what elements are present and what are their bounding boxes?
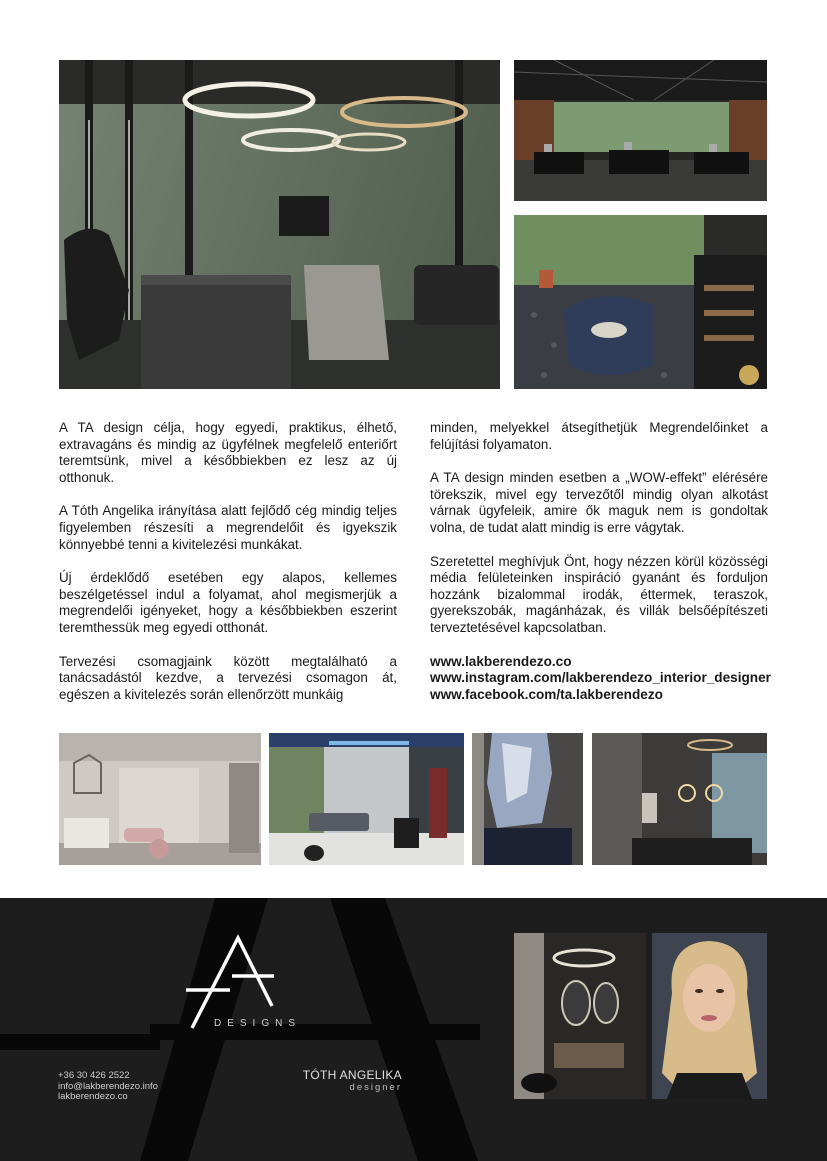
facebook-link[interactable]: www.facebook.com/ta.lakberendezo <box>430 686 663 702</box>
instagram-link[interactable]: www.instagram.com/lakberendezo_interior_designer <box>430 670 771 686</box>
article-column-right <box>430 420 771 703</box>
website-link[interactable]: www.lakberendezo.co <box>430 653 572 669</box>
designer-role: designer <box>349 1082 402 1093</box>
designer-signature <box>298 1068 402 1093</box>
website-address[interactable]: lakberendezo.co <box>58 1091 128 1102</box>
article-column-left <box>59 420 397 720</box>
paragraph: A TA design minden esetben a „WOW-effekt” elérésére törekszik, mivel egy tervezőtől mindig olyan alkotást várnak ügyfeleik, amire ők maguk nem is gondoltak volna, de tudat alatt mindig is erre vágytak. <box>430 470 768 535</box>
hero-office-photo <box>59 60 500 389</box>
phone-number[interactable]: +36 30 426 2522 <box>58 1070 130 1081</box>
contact-block <box>58 1071 158 1103</box>
designer-name: TÓTH ANGELIKA <box>302 1068 402 1082</box>
paragraph: Tervezési csomagjaink között megtalálható a tanácsadástól kezdve, a tervezési csomagon át, egészen a kivitelezés során ellenőrzött munkáig <box>59 653 397 702</box>
master-bedroom-photo <box>592 733 767 865</box>
bedroom-photo <box>59 733 261 865</box>
paragraph: minden, melyekkel átsegíthetjük Megrendelőinket a felújítási folyamaton. <box>430 420 768 452</box>
footer <box>0 898 827 1161</box>
logo-subtitle: DESIGNS <box>214 1018 302 1029</box>
designer-portrait-photo <box>652 933 767 1099</box>
paragraph: Szeretettel meghívjuk Önt, hogy nézzen körül közösségi média felületeinken inspiráció gyanánt és forduljon hozzánk bizalommal irodák, éttermek, teraszok, gyerekszobák, magánházak, és villák belsőépítészeti terveztetésével kapcsolatban. <box>430 553 768 635</box>
open-office-photo <box>514 60 767 201</box>
restaurant-photo <box>514 215 767 389</box>
link-list <box>430 653 771 704</box>
paragraph: Új érdeklődő esetében egy alapos, kellemes beszélgetéssel indul a folyamat, ahol megismerjük a megrendelői igényeket, hogy a későbbiekben eszerint teremthessük meg egyedi otthonát. <box>59 570 397 635</box>
paragraph: A TA design célja, hogy egyedi, praktikus, élhető, extravagáns és mindig az ügyfélnek megfelelő enteriőrt teremtsünk, mivel a későbbiekben ez lesz az új otthonuk. <box>59 420 397 485</box>
paragraph: A Tóth Angelika irányítása alatt fejlődő cég mindig teljes figyelemben részesíti a megrendelőit és igyekszik könnyebbé tenni a kivitelezési munkákat. <box>59 503 397 552</box>
bathroom-photo <box>472 733 583 865</box>
email-address[interactable]: info@lakberendezo.info <box>58 1080 158 1092</box>
powder-room-photo <box>514 933 646 1099</box>
living-room-photo <box>269 733 464 865</box>
